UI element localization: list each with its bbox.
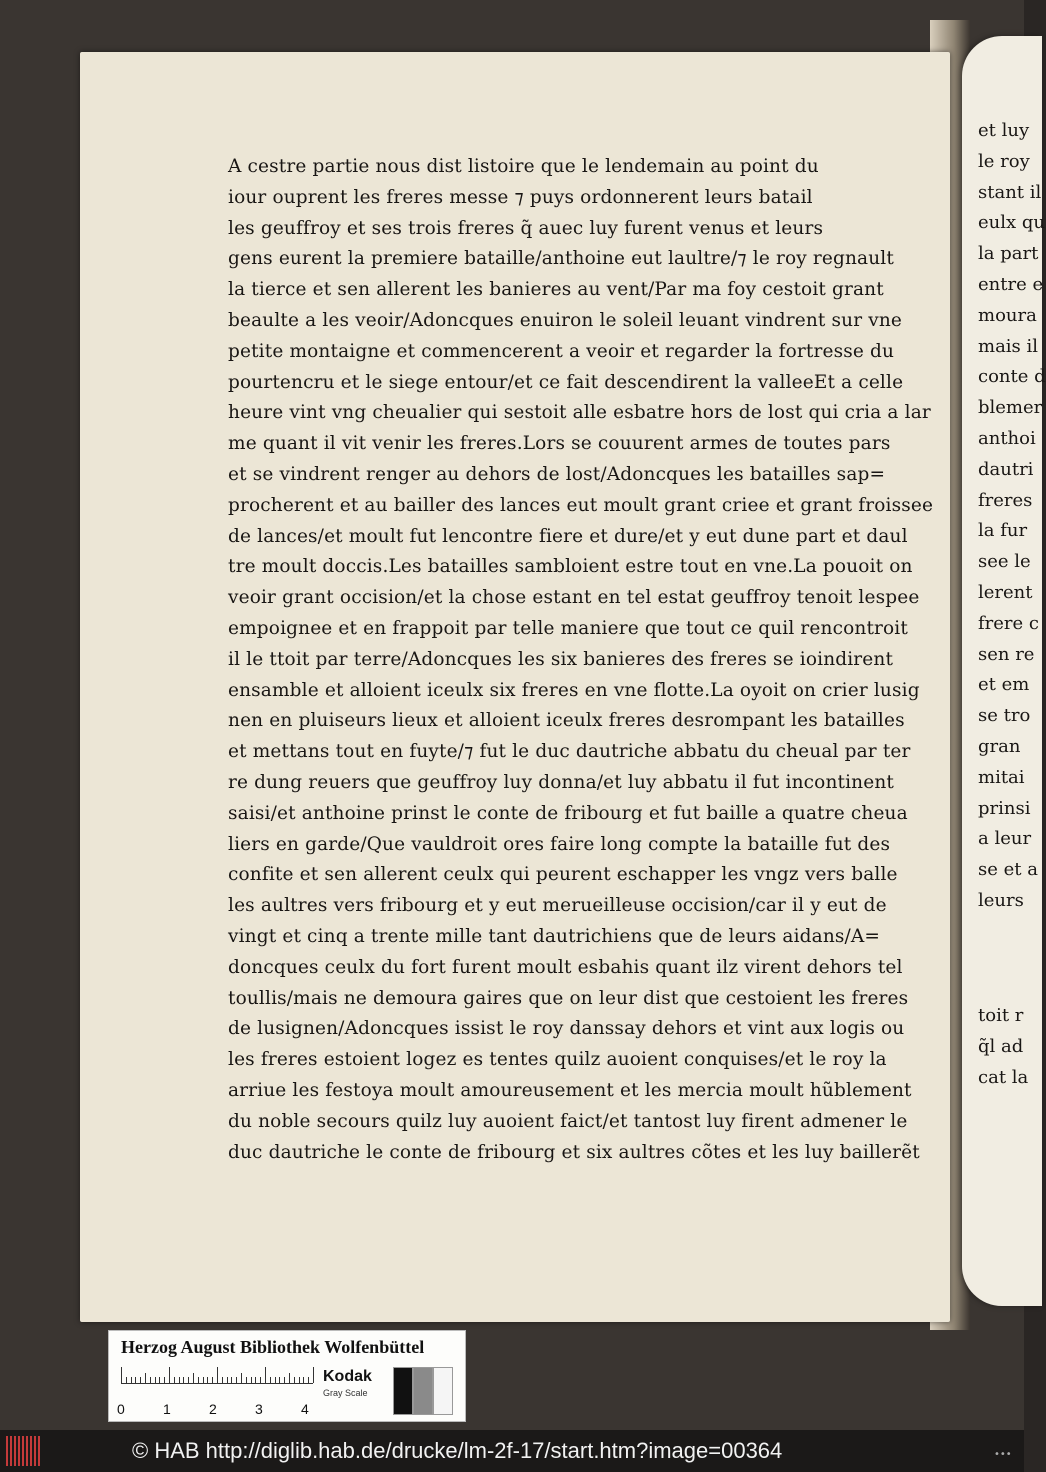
- text-line: beaulte a les veoir/Adoncques enuiron le soleil leuant vindrent sur vne: [228, 309, 903, 331]
- ruler-tick: [179, 1377, 180, 1383]
- next-page-line: cat la: [978, 1067, 1029, 1088]
- next-page-line: q̃l ad: [978, 1036, 1024, 1057]
- text-line: il le ttoit par terre/Adoncques les six banieres des freres se ioindirent: [228, 648, 894, 670]
- text-line: les aultres vers fribourg et y eut merueilleuse occision/car il y eut de: [228, 895, 887, 917]
- next-page-line: anthoi: [978, 428, 1036, 449]
- ruler-tick: [313, 1367, 314, 1383]
- text-line: ensamble et alloient iceulx six freres en vne flotte.La oyoit on crier lusig: [228, 679, 920, 701]
- ruler-number: 0: [117, 1401, 125, 1417]
- next-page-line: se tro: [978, 705, 1031, 727]
- ruler-tick: [255, 1377, 256, 1383]
- ruler-tick: [231, 1377, 232, 1383]
- next-page-line: moura: [978, 304, 1037, 326]
- ruler-tick: [159, 1377, 160, 1383]
- ruler-tick: [174, 1377, 175, 1383]
- ruler-tick: [236, 1377, 237, 1383]
- gray-swatch: [433, 1367, 453, 1415]
- text-line: les freres estoient logez es tentes quilz auoient conquises/et le roy la: [228, 1049, 887, 1071]
- next-page-line: et luy: [978, 120, 1030, 141]
- text-line: pourtencru et le siege entour/et ce fait descendirent la valleeEt a celle: [228, 371, 904, 393]
- text-line: vingt et cinq a trente mille tant dautrichiens que de leurs aidans/A=: [228, 925, 881, 947]
- next-page-line: la part: [978, 243, 1039, 265]
- next-page-line: eulx qu: [978, 212, 1045, 234]
- gray-swatch: [393, 1367, 413, 1415]
- next-page-line: see le: [978, 551, 1031, 573]
- ruler: [121, 1383, 313, 1384]
- text-line: toullis/mais ne demoura gaires que on leur dist que cestoient les freres: [228, 987, 909, 1009]
- ruler-number: 4: [301, 1401, 309, 1417]
- ruler-tick: [217, 1367, 218, 1383]
- next-page-line: entre e: [978, 274, 1044, 295]
- gray-swatch: [413, 1367, 433, 1415]
- next-page-line: a leur: [978, 828, 1032, 850]
- text-line: doncques ceulx du fort furent moult esbahis quant ilz virent dehors tel: [228, 956, 903, 978]
- page-text: [228, 152, 934, 1168]
- next-page-edge: [962, 36, 1046, 1306]
- text-line: et se vindrent renger au dehors de lost/Adoncques les batailles sap=: [228, 463, 886, 485]
- text-line: veoir grant occision/et la chose estant en tel estat geuffroy tenoit lespee: [228, 587, 920, 609]
- text-line: les geuffroy et ses trois freres q̃ auec luy furent venus et leurs: [228, 217, 824, 239]
- next-page-line: sen re: [978, 643, 1035, 665]
- book-page: [80, 52, 950, 1322]
- ruler-tick: [203, 1377, 204, 1383]
- next-page-line: leurs: [978, 890, 1024, 911]
- ruler-tick: [169, 1367, 170, 1383]
- text-line: re dung reuers que geuffroy luy donna/et luy abbatu il fut incontinent: [228, 771, 894, 793]
- next-page-line: et em: [978, 674, 1030, 696]
- more-icon[interactable]: •••: [994, 1449, 1012, 1460]
- ruler-tick: [251, 1377, 252, 1383]
- next-page-line: gran: [978, 736, 1021, 757]
- text-line: saisi/et anthoine prinst le conte de fribourg et fut baille a quatre cheua: [228, 802, 908, 824]
- ruler-tick: [289, 1373, 290, 1383]
- text-line: liers en garde/Que vauldroit ores faire long compte la bataille fut des: [228, 833, 891, 855]
- next-page-line: conte d: [978, 366, 1046, 388]
- next-page-line: prinsi: [978, 797, 1031, 819]
- next-page-line: freres: [978, 489, 1033, 511]
- ruler-tick: [188, 1377, 189, 1383]
- ruler-tick: [275, 1377, 276, 1383]
- text-line: gens eurent la premiere bataille/anthoine eut laultre/⁊ le roy regnault: [228, 248, 894, 270]
- kodak-logo: Kodak: [323, 1368, 372, 1385]
- next-page-line: la fur: [978, 520, 1028, 542]
- next-page-line: se et a: [978, 859, 1038, 881]
- text-line: duc dautriche le conte de fribourg et six aultres cõtes et les luy baillerẽt: [228, 1141, 920, 1163]
- ruler-tick: [145, 1373, 146, 1383]
- barcode-icon: [6, 1436, 44, 1466]
- next-page-line: dautri: [978, 458, 1034, 480]
- ruler-tick: [284, 1377, 285, 1383]
- ruler-tick: [150, 1377, 151, 1383]
- text-line: de lusignen/Adoncques issist le roy danssay dehors et vint aux logis ou: [228, 1018, 905, 1040]
- color-card: [108, 1330, 466, 1422]
- ruler-tick: [164, 1377, 165, 1383]
- next-page-line: toit r: [978, 1005, 1024, 1026]
- ruler-tick: [207, 1377, 208, 1383]
- text-line: me quant il vit venir les freres.Lors se couurent armes de toutes pars: [228, 433, 891, 455]
- text-line: procherent et au bailler des lances eut moult grant criee et grant froissee: [228, 494, 934, 516]
- ruler-tick: [155, 1377, 156, 1383]
- ruler-tick: [212, 1377, 213, 1383]
- ruler-tick: [241, 1373, 242, 1383]
- ruler-tick: [308, 1377, 309, 1383]
- ruler-tick: [131, 1377, 132, 1383]
- ruler-tick: [299, 1377, 300, 1383]
- next-page-line: le roy: [978, 150, 1030, 172]
- next-page-line: lerent: [978, 582, 1033, 603]
- ruler-tick: [126, 1377, 127, 1383]
- text-line: la tierce et sen allerent les banieres au vent/Par ma foy cestoit grant: [228, 279, 884, 301]
- text-line: et mettans tout en fuyte/⁊ fut le duc dautriche abbatu du cheual par ter: [228, 741, 911, 763]
- ruler-tick: [265, 1367, 266, 1383]
- next-page-line: stant il: [978, 181, 1042, 203]
- ruler-tick: [246, 1377, 247, 1383]
- gray-scale-label: Gray Scale: [323, 1388, 368, 1398]
- text-line: petite montaigne et commencerent a veoir et regarder la fortresse du: [228, 340, 895, 362]
- ruler-number: 1: [163, 1401, 171, 1417]
- ruler-tick: [227, 1377, 228, 1383]
- ruler-tick: [183, 1377, 184, 1383]
- ruler-number: 2: [209, 1401, 217, 1417]
- text-line: tre moult doccis.Les batailles sambloient estre tout en vne.La pouoit on: [228, 556, 913, 578]
- ruler-tick: [260, 1377, 261, 1383]
- library-name: Herzog August Bibliothek Wolfenbüttel: [121, 1337, 425, 1357]
- ruler-tick: [270, 1377, 271, 1383]
- next-page-line: frere c: [978, 612, 1039, 634]
- text-line: arriue les festoya moult amoureusement et les mercia moult hũblement: [228, 1079, 912, 1101]
- copyright-url[interactable]: © HAB http://diglib.hab.de/drucke/lm-2f-17/start.htm?image=00364: [132, 1438, 783, 1463]
- text-line: de lances/et moult fut lencontre fiere et dure/et y eut dune part et daul: [228, 525, 908, 547]
- text-line: empoignee et en frappoit par telle maniere que tout ce quil rencontroit: [228, 617, 908, 639]
- ruler-number: 3: [255, 1401, 263, 1417]
- next-page-line: blemer: [978, 397, 1043, 419]
- ruler-tick: [198, 1377, 199, 1383]
- text-line: iour ouprent les freres messe ⁊ puys ordonnerent leurs batail: [228, 186, 813, 208]
- text-line: A cestre partie nous dist listoire que le lendemain au point du: [228, 156, 819, 177]
- ruler-tick: [193, 1373, 194, 1383]
- next-page-line: mais il: [978, 335, 1039, 357]
- text-line: du noble secours quilz luy auoient faict/et tantost luy firent admener le: [228, 1110, 908, 1132]
- text-line: heure vint vng cheualier qui sestoit alle esbatre hors de lost qui cria a lar: [228, 402, 931, 424]
- ruler-tick: [279, 1377, 280, 1383]
- ruler-tick: [294, 1377, 295, 1383]
- next-page-line: mitai: [978, 766, 1025, 788]
- ruler-tick: [222, 1377, 223, 1383]
- ruler-tick: [121, 1367, 122, 1383]
- ruler-tick: [135, 1377, 136, 1383]
- text-line: nen en pluiseurs lieux et alloient iceulx freres desrompant les batailles: [228, 710, 905, 732]
- ruler-tick: [303, 1377, 304, 1383]
- text-line: confite et sen allerent ceulx qui peurent eschapper les vngz vers balle: [228, 864, 898, 886]
- ruler-tick: [140, 1377, 141, 1383]
